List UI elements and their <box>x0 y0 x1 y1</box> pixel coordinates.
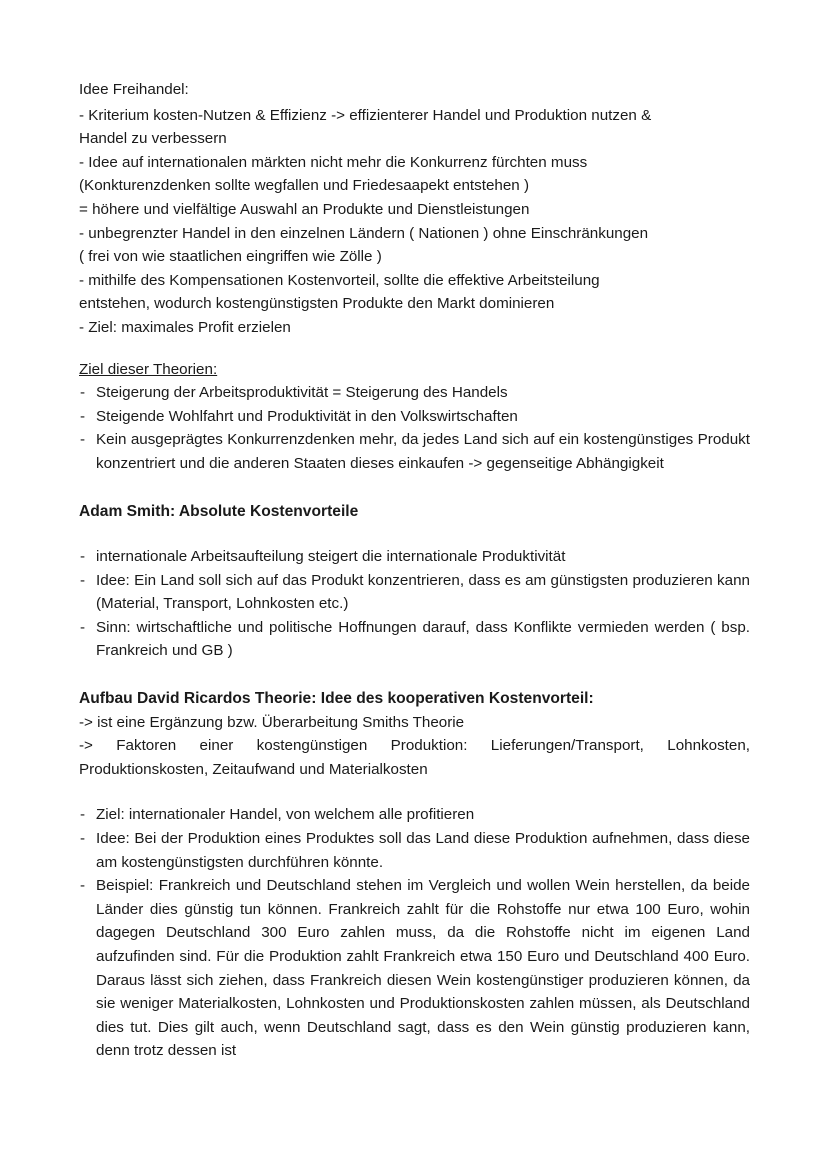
list-item: - Idee: Bei der Produktion eines Produktes soll das Land diese Produktion aufnehmen, dass diese am kostengünstigsten durchführen könnte. <box>79 827 750 874</box>
list-item: - internationale Arbeitsaufteilung steigert die internationale Produktivität <box>79 545 750 569</box>
list-item: - Beispiel: Frankreich und Deutschland stehen im Vergleich und wollen Wein herstellen, da beide Länder dies günstig tun können. Frankreich zahlt für die Rohstoffe nur etwa 100 Euro, wohin dagegen Deutschland 300 Euro zahlen muss, da die Rohstoffe nicht im eigenen Land aufzufinden sind. Für die Produktion zahlt Frankreich etwa 150 Euro und Deutschland 400 Euro. Daraus lässt sich ziehen, dass Frankreich diesen Wein kostengünstiger produzieren können, da sie weniger Materialkosten, Lohnkosten und Produktionskosten zahlen müssen, als Deutschland dies tut. Dies gilt auch, wenn Deutschland sagt, dass es den Wein günstig produzieren kann, denn trotz dessen ist <box>79 874 750 1063</box>
ricardo-line: -> Faktoren einer kostengünstigen Produktion: Lieferungen/Transport, Lohnkosten, Produktionskosten, Zeitaufwand und Materialkosten <box>79 737 750 778</box>
list-item: - Ziel: internationaler Handel, von welchem alle profitieren <box>79 803 750 827</box>
intro-line: - unbegrenzter Handel in den einzelnen Ländern ( Nationen ) ohne Einschränkungen <box>79 224 649 242</box>
intro-line: Handel zu verbessern <box>79 130 227 148</box>
intro-heading: Idee Freihandel: <box>79 81 189 98</box>
intro-line: - Ziel: maximales Profit erzielen <box>79 318 291 336</box>
ricardo-list <box>79 803 750 1063</box>
intro-line: - Kriterium kosten-Nutzen & Effizienz -> effizienterer Handel und Produktion nutzen & <box>79 106 652 124</box>
ricardo-heading: Aufbau David Ricardos Theorie: Idee des kooperativen Kostenvorteil: <box>79 690 594 708</box>
goals-heading: Ziel dieser Theorien: <box>79 360 218 378</box>
ricardo-line: -> ist eine Ergänzung bzw. Überarbeitung Smiths Theorie <box>79 713 465 731</box>
document-page <box>79 78 750 1063</box>
list-item: - Idee: Ein Land soll sich auf das Produkt konzentrieren, dass es am günstigsten produzieren kann (Material, Transport, Lohnkosten etc.) <box>79 569 750 616</box>
smith-list <box>79 545 750 663</box>
list-item: - Steigerung der Arbeitsproduktivität = Steigerung des Handels <box>79 381 750 405</box>
intro-line: = höhere und vielfältige Auswahl an Produkte und Dienstleistungen <box>79 200 530 218</box>
intro-line: entstehen, wodurch kostengünstigsten Produkte den Markt dominieren <box>79 295 555 313</box>
intro-block <box>79 104 750 340</box>
intro-line: ( frei von wie staatlichen eingriffen wie Zölle ) <box>79 248 382 266</box>
intro-line: (Konkturenzdenken sollte wegfallen und Friedesaapekt entstehen ) <box>79 177 530 195</box>
smith-heading: Adam Smith: Absolute Kostenvorteile <box>79 502 359 520</box>
list-item: - Steigende Wohlfahrt und Produktivität in den Volkswirtschaften <box>79 405 750 429</box>
list-item: - Kein ausgeprägtes Konkurrenzdenken mehr, da jedes Land sich auf ein kostengünstiges Produkt konzentriert und die anderen Staaten dieses einkaufen -> gegenseitige Abhängigkeit <box>79 428 750 475</box>
goals-list <box>79 381 750 475</box>
intro-line: - Idee auf internationalen märkten nicht mehr die Konkurrenz fürchten muss <box>79 153 588 171</box>
intro-line: - mithilfe des Kompensationen Kostenvorteil, sollte die effektive Arbeitsteilung <box>79 271 600 289</box>
list-item: - Sinn: wirtschaftliche und politische Hoffnungen darauf, dass Konflikte vermieden werden ( bsp. Frankreich und GB ) <box>79 616 750 663</box>
